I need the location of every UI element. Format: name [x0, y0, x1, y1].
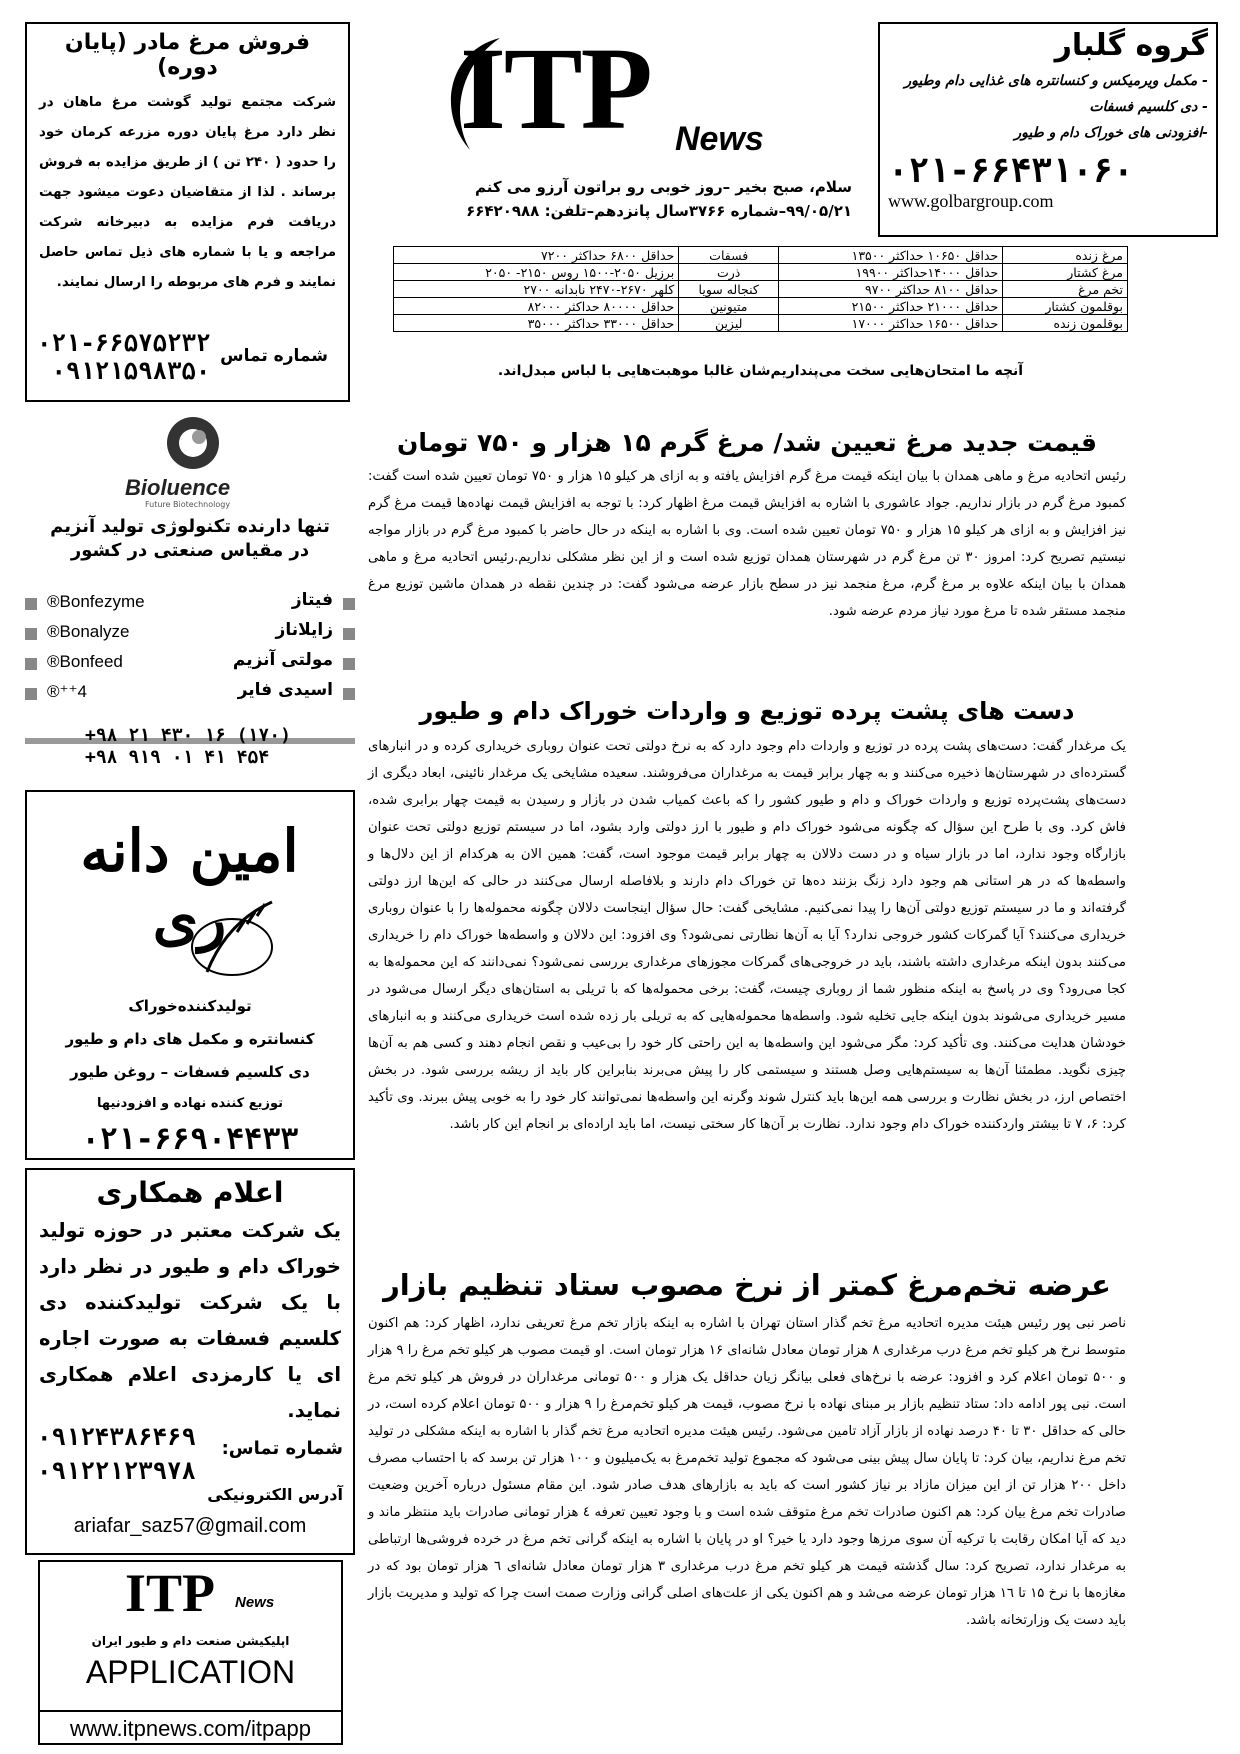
price-value: حداقل ۳۳۰۰۰ حداکثر ۳۵۰۰۰: [394, 315, 679, 332]
product-en: Bonfezyme®: [47, 592, 145, 611]
ad-hamkari-body: یک شرکت معتبر در حوزه تولید خوراک دام و طیور در نظر دارد با یک شرکت تولیدکننده دی کلسیم فسفات به صورت اجاره ای یا کارمزدی اعلام همکاری نماید.: [39, 1219, 341, 1422]
ad-amin-daneh: [25, 790, 355, 1160]
price-row: [394, 315, 1128, 332]
ad-sale-phone-1: ۰۲۱-۶۶۵۷۵۲۳۲: [37, 329, 211, 357]
price-row: [394, 264, 1128, 281]
bioluence-tagline-1: تنها دارنده تکنولوژی تولید آنزیم: [50, 516, 330, 537]
product-item: [25, 680, 355, 706]
article-title: عرضه تخم‌مرغ کمتر از نرخ مصوب ستاد تنظیم بازار: [383, 1268, 1111, 1302]
article-body: یک مرغدار گفت: دست‌های پشت پرده در توزیع و واردات دام وجود دارد که به نرخ دولتی تحت عنوان روباری خریداری کرده و در انبارهای گسترده‌ای در شهرستان‌ها ذخیره می‌کنند و به چهار برابر قیمت به مرغداران می‌فروشند. سعیده مشایخی یک مرغدار نائینی، ابعاد دیگری از دست‌های پشت‌پرده توزیع و واردات خوراک و دام و طیور کشور را که باعث کمیاب شدن در بازار و رسیدن به قیمت چهار برابری شده، فاش کرد. وی با طرح این سؤال که چگونه می‌شود خوراک دام و طیور با ارز دولتی وارد بشود، اما در سیستم توزیع دولتی تحت عنوان بازارگاه وجود ندارد، اما در بازار سیاه و در دست دلالان به چهار برابر قیمت موجود است، گفت: همین الان به هرکدام از این دلال‌ها و واسطه‌ها که در هر استانی هم وجود دارد زنگ بزنند ده‌ها تن خوراک دام دارند و بلافاصله ارسال می‌کنند در حالی که این‌ها ارز دولتی گرفته‌اند و ما در سیستم توزیع دولتی آن‌ها را پیدا نمی‌کنیم. مشایخی گفت: حال سؤال اینجاست دلالان چگونه محموله‌ها را با عنوان روباری خریداری می‌کنند؟ آیا گمرکات کشور خروجی ندارد؟ آیا به آن‌ها نظارتی نمی‌شود؟ وی افزود: این دلالان و واسطه‌ها خوراک دام را خریداری می‌کنند بدون اینکه مرغداری داشته باشند، باید در خروجی‌های گمرکات مجوزهای مرغداری بررسی نمی‌شود؟ نمی‌دانند که این محموله‌ها به کجا می‌رود؟ وی در پاسخ به اینکه منظور شما از روباری چیست، گفت: برخی محموله‌ها که با تریلی به استان‌های دیگر ارسال می‌شود در مسیر خریداری می‌شوند بدون اینکه جایی تخلیه شود. واسطه‌ها محموله‌هایی که به تریلی بار زده شده است خریداری می‌کنند و به انبارهای خودشان هدایت می‌کنند. وی تأکید کرد: مگر می‌شود این واسطه‌ها به این راحتی کار خود را بی‌عیب و نقص انجام دهند و کسی هم به آن‌ها چیزی نگوید. مطمئنا آن‌ها به سیستم‌هایی وصل هستند و سیستمی کار را پیش می‌برند بنابراین کار باید از ریشه بررسی شود. در بخش اختصاص ارز، در بخش نظارت و بررسی همه این‌ها باید کنترل شوند وگرنه این واسطه‌ها نمی‌توانند کار خود را به خوبی پیش ببرند. وی تأکید کرد: ۶، ۷ تا بیشتر واردکننده خوراک دام وجود ندارد. نظارت بر آن‌ها کار سختی نیست، اما باید اراده‌ای بر انجام این کار باشد.: [368, 739, 1126, 1132]
ad-hamkari-phone-label: شماره تماس:: [221, 1438, 343, 1459]
ad-amin-line-4: توزیع کننده نهاده و افزودنیها: [97, 1096, 283, 1111]
app-subtitle: اپلیکیشن صنعت دام و طیور ایران: [91, 1634, 290, 1648]
ad-hamkari-title: اعلام همکاری: [96, 1176, 284, 1209]
ad-golbar: [878, 22, 1218, 237]
product-fa: اسیدی فایر: [237, 680, 333, 700]
ad-cooperation: [25, 1168, 355, 1555]
price-value: حداقل ۱۶۵۰۰ حداکثر ۱۷۰۰۰: [779, 315, 1003, 332]
price-label: لیزین: [679, 315, 779, 332]
ad-golbar-line-2: - دی کلسیم فسفات: [1089, 99, 1208, 115]
price-value: برزیل ۲۰۵۰-۱۵۰۰ روس ۲۱۵۰- ۲۰۵۰: [394, 264, 679, 281]
price-label: تخم مرغ: [1003, 281, 1128, 298]
ad-hamkari-email[interactable]: ariafar_saz57@gmail.com: [73, 1515, 307, 1537]
price-label: ذرت: [679, 264, 779, 281]
price-label: مرغ کشتار: [1003, 264, 1128, 281]
price-label: مرغ زنده: [1003, 247, 1128, 264]
itp-news-logo: [430, 20, 840, 170]
bioluence-phone-1: +۹۸ ۲۱ ۴۳۰ ۱۶ (۱۷۰): [85, 725, 291, 746]
ad-hamkari-phone-2: ۰۹۱۲۲۱۲۳۹۷۸: [37, 1457, 196, 1485]
ad-itp-app: [38, 1560, 343, 1745]
app-logo-itp: ITP: [125, 1563, 216, 1623]
bioluence-brand: Bioluence: [125, 475, 231, 500]
price-value: حداقل ۸۱۰۰ حداکثر ۹۷۰۰: [779, 281, 1003, 298]
daily-quote: آنچه ما امتحان‌هایی سخت می‌پنداریم‌شان غالبا موهبت‌هایی با لباس مبدل‌اند.: [497, 363, 1024, 379]
article: [368, 697, 1126, 1138]
product-en: Bonfeed®: [47, 652, 123, 671]
app-url-link[interactable]: www.itpnews.com/itpapp: [40, 1710, 341, 1742]
product-item: [25, 620, 355, 646]
logo-itp-text: ITP: [460, 23, 651, 154]
price-table: [393, 246, 1128, 332]
greeting: سلام، صبح بخیر –روز خوبی رو براتون آرزو می کنم: [475, 178, 852, 196]
price-value: حداقل ۶۸۰۰ حداکثر ۷۲۰۰: [394, 247, 679, 264]
ad-amin-phone: ۰۲۱-۶۶۹۰۴۴۳۳: [81, 1122, 299, 1157]
issue-info: ۹۹/۰۵/۲۱–شماره ۳۷۶۶سال پانزدهم–تلفن: ۶۶۴۲۰۹۸۸: [466, 202, 852, 220]
ad-sale-phone-2: ۰۹۱۲۱۵۹۸۳۵۰: [51, 357, 211, 385]
article-body: ناصر نبی پور رئیس هیئت مدیره اتحادیه مرغ تخم گذار استان تهران با اشاره به اینکه بازار تخم مرغ تعریفی ندارد، اظهار کرد: هم اکنون متوسط نرخ هر کیلو تخم مرغ درب مرغداری ۸ هزار تومان معادل شانه‌ای ۱۶ هزار تومان است. او قیمت مصوب هر کیلو تخم مرغ را ۹ هزار و ۵۰۰ تومان اعلام کرد و افزود: عرضه با نرخ‌های فعلی بیانگر زیان حداقل یک هزار و ۵۰۰ تومانی مرغداران در فروش هر کیلو تخم مرغ است. نبی پور ادامه داد: ستاد تنظیم بازار بر مبنای نهاده با نرخ مصوب، قیمت هر کیلو تخم‌مرغ را ۹ هزار و ۵۰۰ تومان اعلام کرده است، در حالی که حداقل ۳۰ تا ۴۰ درصد نهاده از بازار آزاد تامین می‌شود. رئیس هیئت مدیره اتحادیه مرغ تخم گذار با اشاره به اینکه مشکلی در تولید تخم مرغ نداریم، بیان کرد: تا پایان سال پیش بینی می‌شود که مجموع تولید تخم‌مرغ به یک‌میلیون و ۱۰۰ هزار تن برسد که با احتساب مصرف داخل ۲۰۰ هزار تن از این میزان مازاد بر نیاز کشور است که باید به بازارهای هدف صادر شود. این مقام مسئول درباره آخرین وضعیت صادرات تخم مرغ بیان کرد: هم اکنون صادرات تخم مرغ متوقف شده است و با وجود تعیین تعرفه ٤ هزار تومانی صادرات باید منتظر ماند و دید که آیا امکان رقابت با ترکیه آن سوی مرزها وجود دارد یا خیر؟ او در پایان با اشاره به اینکه گرانی تخم مرغ در خرده فروشی‌ها ارتباطی به مرغدار ندارد، تصریح کرد: سال گذشته قیمت هر کیلو تخم مرغ درب مرغداری ۳ هزار تومان معادل شانه‌ای ٦ هزار تومان بود که در مغازه‌ها با نرخ ۱۵ تا ۱٦ هزار تومان عرضه می‌شد و هم اکنون یکی از علت‌های اصلی گرانی وزارت صمت است چرا که تولید و مدیریت بازار باید دست یک وزارتخانه باشد.: [368, 1316, 1127, 1628]
price-row: [394, 247, 1128, 264]
app-logo-news: News: [235, 1594, 275, 1611]
product-item: [25, 650, 355, 676]
price-value: حداقل ۸۰۰۰۰ حداکثر ۸۲۰۰۰: [394, 298, 679, 315]
app-label: APPLICATION: [85, 1654, 296, 1690]
ad-hamkari-phone-1: ۰۹۱۲۴۳۸۶۴۶۹: [37, 1423, 196, 1451]
bioluence-tagline: [25, 515, 355, 563]
article: [368, 428, 1126, 625]
ad-golbar-line-1: - مکمل ویرمیکس و کنسانتره های غذایی دام وطیور: [904, 73, 1208, 89]
product-en: 4⁺⁺®: [47, 682, 87, 701]
price-row: [394, 281, 1128, 298]
bioluence-phones: [85, 725, 291, 769]
price-value: حداقل ۱۰۶۵۰ حداکثر ۱۳۵۰۰: [779, 247, 1003, 264]
ad-sale-contact-label: شماره تماس: [220, 346, 328, 366]
ad-hamkari-email-label: آدرس الکترونیکی: [207, 1485, 343, 1504]
ad-amin-line-3: دی کلسیم فسفات – روغن طیور: [70, 1063, 310, 1081]
ad-sale-body: شرکت مجتمع تولید گوشت مرغ ماهان در نظر دارد مرغ پایان دوره مزرعه کرمان خود را حدود ( ۲۴۰ تن ) از طریق مزایده به فروش برساند . لذا از متقاضیان دعوت میشود جهت دریافت فرم مزایده به دبیرخانه شرکت مراجعه و یا با شماره های ذیل تماس حاصل نمایند و فرم های مربوطه را ارسال نمایند.: [39, 95, 336, 290]
bioluence-tagline-2: در مقیاس صنعتی در کشور: [70, 540, 310, 561]
article-body: رئیس اتحادیه مرغ و ماهی همدان با بیان اینکه قیمت مرغ گرم افزایش یافته و به ازای هر کیلو ۱۵ هزار و ۷۵۰ تومان تعیین شده است گفت: کمبود مرغ گرم در بازار نداریم. جواد عاشوری با اشاره به افزایش قیمت مرغ اظهار کرد: با توجه به افزایش قیمت نهاده‌ها قیمت مرغ گرم نیز افزایش و به ازای هر کیلو ۱۵ هزار و ۷۵۰ تومان تعیین شده است. وی با اشاره به اینکه در حال حاضر با کمبود مرغ گرم در بازار مواجه نیستیم تصریح کرد: امروز ۳۰ تن مرغ گرم در شهرستان همدان توزیع شده است و از این نظر مشکلی نداریم.رئیس اتحادیه مرغ و ماهی همدان با بیان اینکه علاوه بر مرغ گرم، مرغ منجمد نیز در سطح بازار عرضه می‌شود گفت: در چندین نقطه در همدان ماشین توزیع مرغ منجمد مستقر شده تا مرغ مورد نیاز مردم عرضه شود.: [368, 469, 1126, 619]
ad-golbar-title: گروه گلبار: [1054, 28, 1208, 63]
ad-golbar-website: www.golbargroup.com: [888, 191, 1054, 211]
price-value: حداقل ۱۴۰۰۰حداکثر ۱۹۹۰۰: [779, 264, 1003, 281]
wheat-logo-icon: [177, 892, 287, 982]
ad-amin-line-2: کنسانتره و مکمل های دام و طیور: [65, 1030, 315, 1048]
price-label: متیونین: [679, 298, 779, 315]
product-fa: زایلاناز: [275, 620, 333, 640]
ad-golbar-phone: ۰۲۱-۶۶۴۳۱۰۶۰: [888, 151, 1134, 191]
price-label: کنجاله سویا: [679, 281, 779, 298]
ad-amin-name: امین دانه ری: [80, 817, 299, 953]
ad-amin-line-1: تولیدکننده‌خوراک: [128, 997, 252, 1015]
logo-news-text: News: [675, 120, 764, 158]
product-item: [25, 590, 355, 616]
price-label: فسفات: [679, 247, 779, 264]
product-fa: فیتاز: [291, 590, 333, 610]
price-value: کلهر ۲۶۷۰-۲۴۷۰ نابدانه ۲۷۰۰: [394, 281, 679, 298]
price-label: بوقلمون کشتار: [1003, 298, 1128, 315]
bioluence-phone-2: +۹۸ ۹۱۹ ۰۱ ۴۱ ۴۵۴: [85, 747, 270, 768]
bioluence-logo-icon: [165, 415, 221, 471]
article: [368, 1268, 1126, 1634]
article-title: قیمت جدید مرغ تعیین شد/ مرغ گرم ۱۵ هزار و ۷۵۰ تومان: [397, 428, 1097, 457]
ad-sale-title: فروش مرغ مادر (پایان دوره): [64, 30, 311, 80]
ad-bioluence: [25, 415, 355, 755]
ad-golbar-line-3: -افزودنی های خوراک دام و طیور: [1014, 125, 1208, 141]
product-en: Bonalyze®: [47, 622, 130, 641]
price-value: حداقل ۲۱۰۰۰ حداکثر ۲۱۵۰۰: [779, 298, 1003, 315]
price-label: بوقلمون زنده: [1003, 315, 1128, 332]
article-title: دست های پشت پرده توزیع و واردات خوراک دام و طیور: [419, 697, 1075, 725]
ad-sale-phones: [37, 329, 210, 385]
price-row: [394, 298, 1128, 315]
bioluence-subbrand: Future Biotechnology: [145, 500, 231, 509]
ad-mother-hen-sale: [25, 22, 350, 402]
product-fa: مولتی آنزیم: [232, 650, 333, 670]
ad-hamkari-phones: [37, 1420, 196, 1488]
